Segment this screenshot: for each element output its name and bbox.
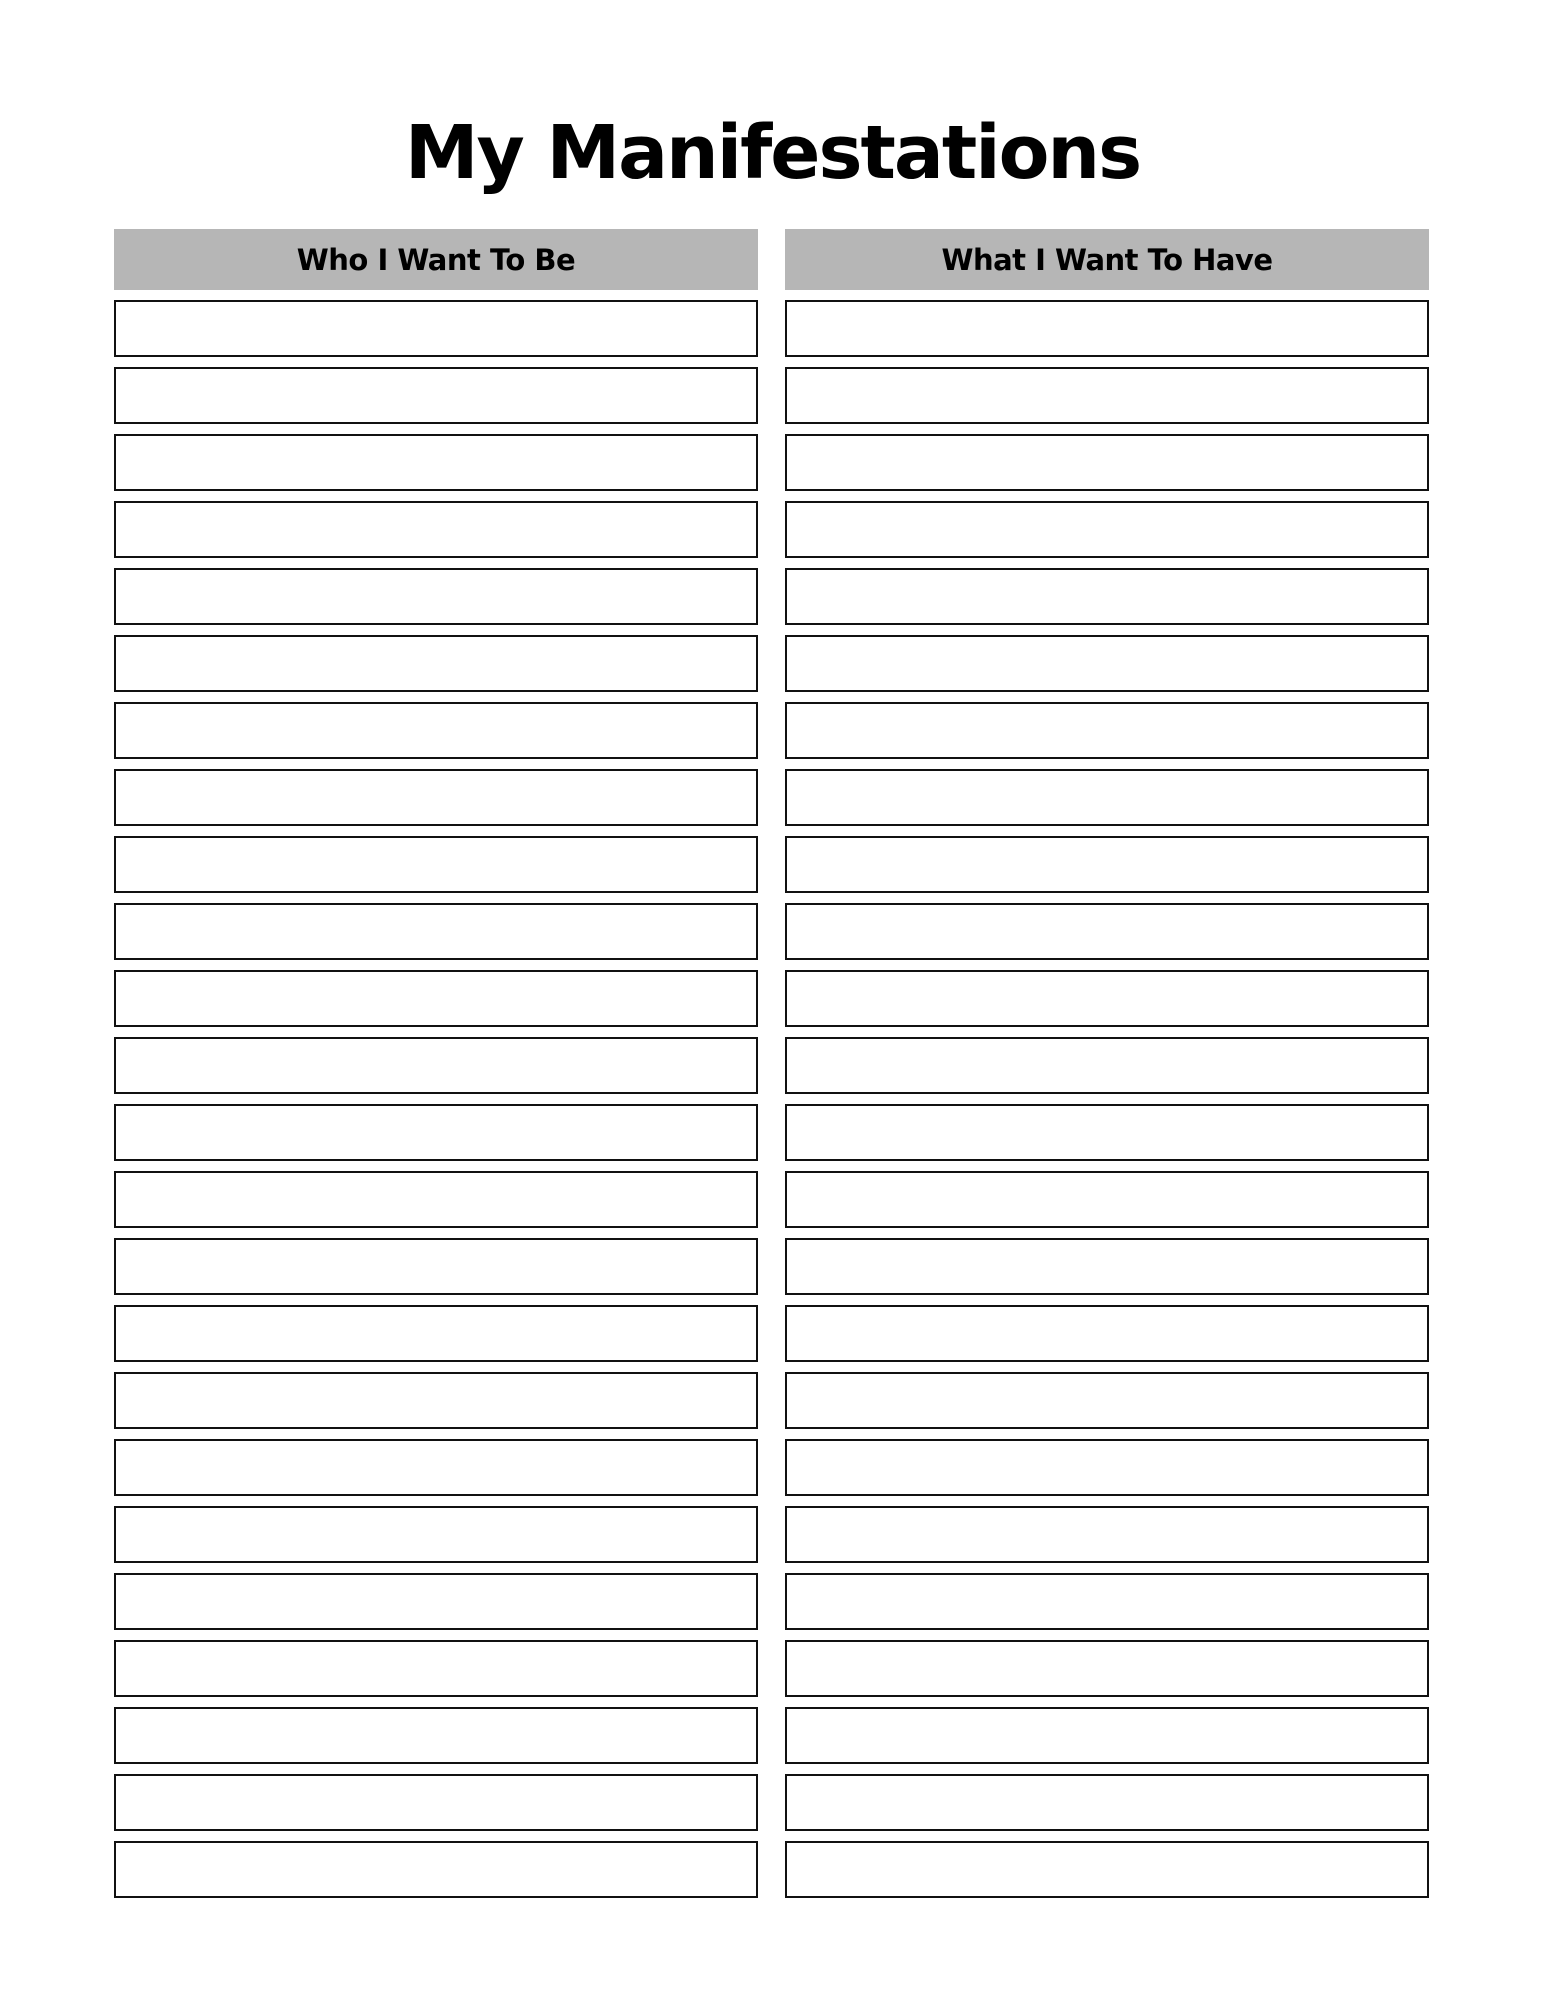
what-i-want-to-have-entry-field[interactable] — [785, 1238, 1429, 1295]
who-i-want-to-be-entry-field[interactable] — [114, 702, 758, 759]
what-i-want-to-have-entry-field[interactable] — [785, 1104, 1429, 1161]
what-i-want-to-have-entry-field[interactable] — [785, 1037, 1429, 1094]
who-i-want-to-be-entry-field[interactable] — [114, 1640, 758, 1697]
who-i-want-to-be-entry-field[interactable] — [114, 568, 758, 625]
who-i-want-to-be-entry-field[interactable] — [114, 1372, 758, 1429]
who-i-want-to-be-entry-field[interactable] — [114, 1439, 758, 1496]
what-i-want-to-have-entry-field[interactable] — [785, 635, 1429, 692]
what-i-want-to-have-entry-field[interactable] — [785, 1506, 1429, 1563]
who-i-want-to-be-entry-field[interactable] — [114, 836, 758, 893]
what-i-want-to-have-entry-field[interactable] — [785, 1573, 1429, 1630]
what-i-want-to-have-entry-field[interactable] — [785, 1439, 1429, 1496]
who-i-want-to-be-entry-field[interactable] — [114, 1774, 758, 1831]
what-i-want-to-have-entry-field[interactable] — [785, 769, 1429, 826]
what-i-want-to-have-entry-field[interactable] — [785, 501, 1429, 558]
who-i-want-to-be-entry-field[interactable] — [114, 1506, 758, 1563]
what-i-want-to-have-entry-field[interactable] — [785, 568, 1429, 625]
page-title: My Manifestations — [404, 110, 1141, 196]
what-i-want-to-have-entry-field[interactable] — [785, 1305, 1429, 1362]
what-i-want-to-have-header: What I Want To Have — [785, 229, 1429, 290]
who-i-want-to-be-entry-field[interactable] — [114, 1573, 758, 1630]
what-i-want-to-have-entry-field[interactable] — [785, 1774, 1429, 1831]
who-i-want-to-be-column — [114, 229, 758, 1898]
what-i-want-to-have-entry-field[interactable] — [785, 903, 1429, 960]
what-i-want-to-have-entry-field[interactable] — [785, 1841, 1429, 1898]
what-i-want-to-have-entry-field[interactable] — [785, 1707, 1429, 1764]
who-i-want-to-be-entry-field[interactable] — [114, 300, 758, 357]
who-i-want-to-be-entry-field[interactable] — [114, 635, 758, 692]
who-i-want-to-be-entry-field[interactable] — [114, 434, 758, 491]
who-i-want-to-be-entry-field[interactable] — [114, 1037, 758, 1094]
what-i-want-to-have-column — [785, 229, 1429, 1898]
who-i-want-to-be-entry-field[interactable] — [114, 1104, 758, 1161]
who-i-want-to-be-entry-field[interactable] — [114, 970, 758, 1027]
who-i-want-to-be-entry-field[interactable] — [114, 903, 758, 960]
who-i-want-to-be-entry-field[interactable] — [114, 1171, 758, 1228]
who-i-want-to-be-entry-field[interactable] — [114, 1305, 758, 1362]
what-i-want-to-have-entry-field[interactable] — [785, 434, 1429, 491]
who-i-want-to-be-entry-field[interactable] — [114, 367, 758, 424]
who-i-want-to-be-entry-field[interactable] — [114, 1707, 758, 1764]
what-i-want-to-have-rows — [785, 300, 1429, 1898]
who-i-want-to-be-entry-field[interactable] — [114, 1841, 758, 1898]
what-i-want-to-have-entry-field[interactable] — [785, 1171, 1429, 1228]
what-i-want-to-have-entry-field[interactable] — [785, 300, 1429, 357]
what-i-want-to-have-entry-field[interactable] — [785, 367, 1429, 424]
who-i-want-to-be-header: Who I Want To Be — [114, 229, 758, 290]
who-i-want-to-be-entry-field[interactable] — [114, 769, 758, 826]
what-i-want-to-have-entry-field[interactable] — [785, 1372, 1429, 1429]
who-i-want-to-be-rows — [114, 300, 758, 1898]
what-i-want-to-have-entry-field[interactable] — [785, 970, 1429, 1027]
what-i-want-to-have-entry-field[interactable] — [785, 702, 1429, 759]
what-i-want-to-have-entry-field[interactable] — [785, 836, 1429, 893]
what-i-want-to-have-entry-field[interactable] — [785, 1640, 1429, 1697]
who-i-want-to-be-entry-field[interactable] — [114, 1238, 758, 1295]
who-i-want-to-be-entry-field[interactable] — [114, 501, 758, 558]
